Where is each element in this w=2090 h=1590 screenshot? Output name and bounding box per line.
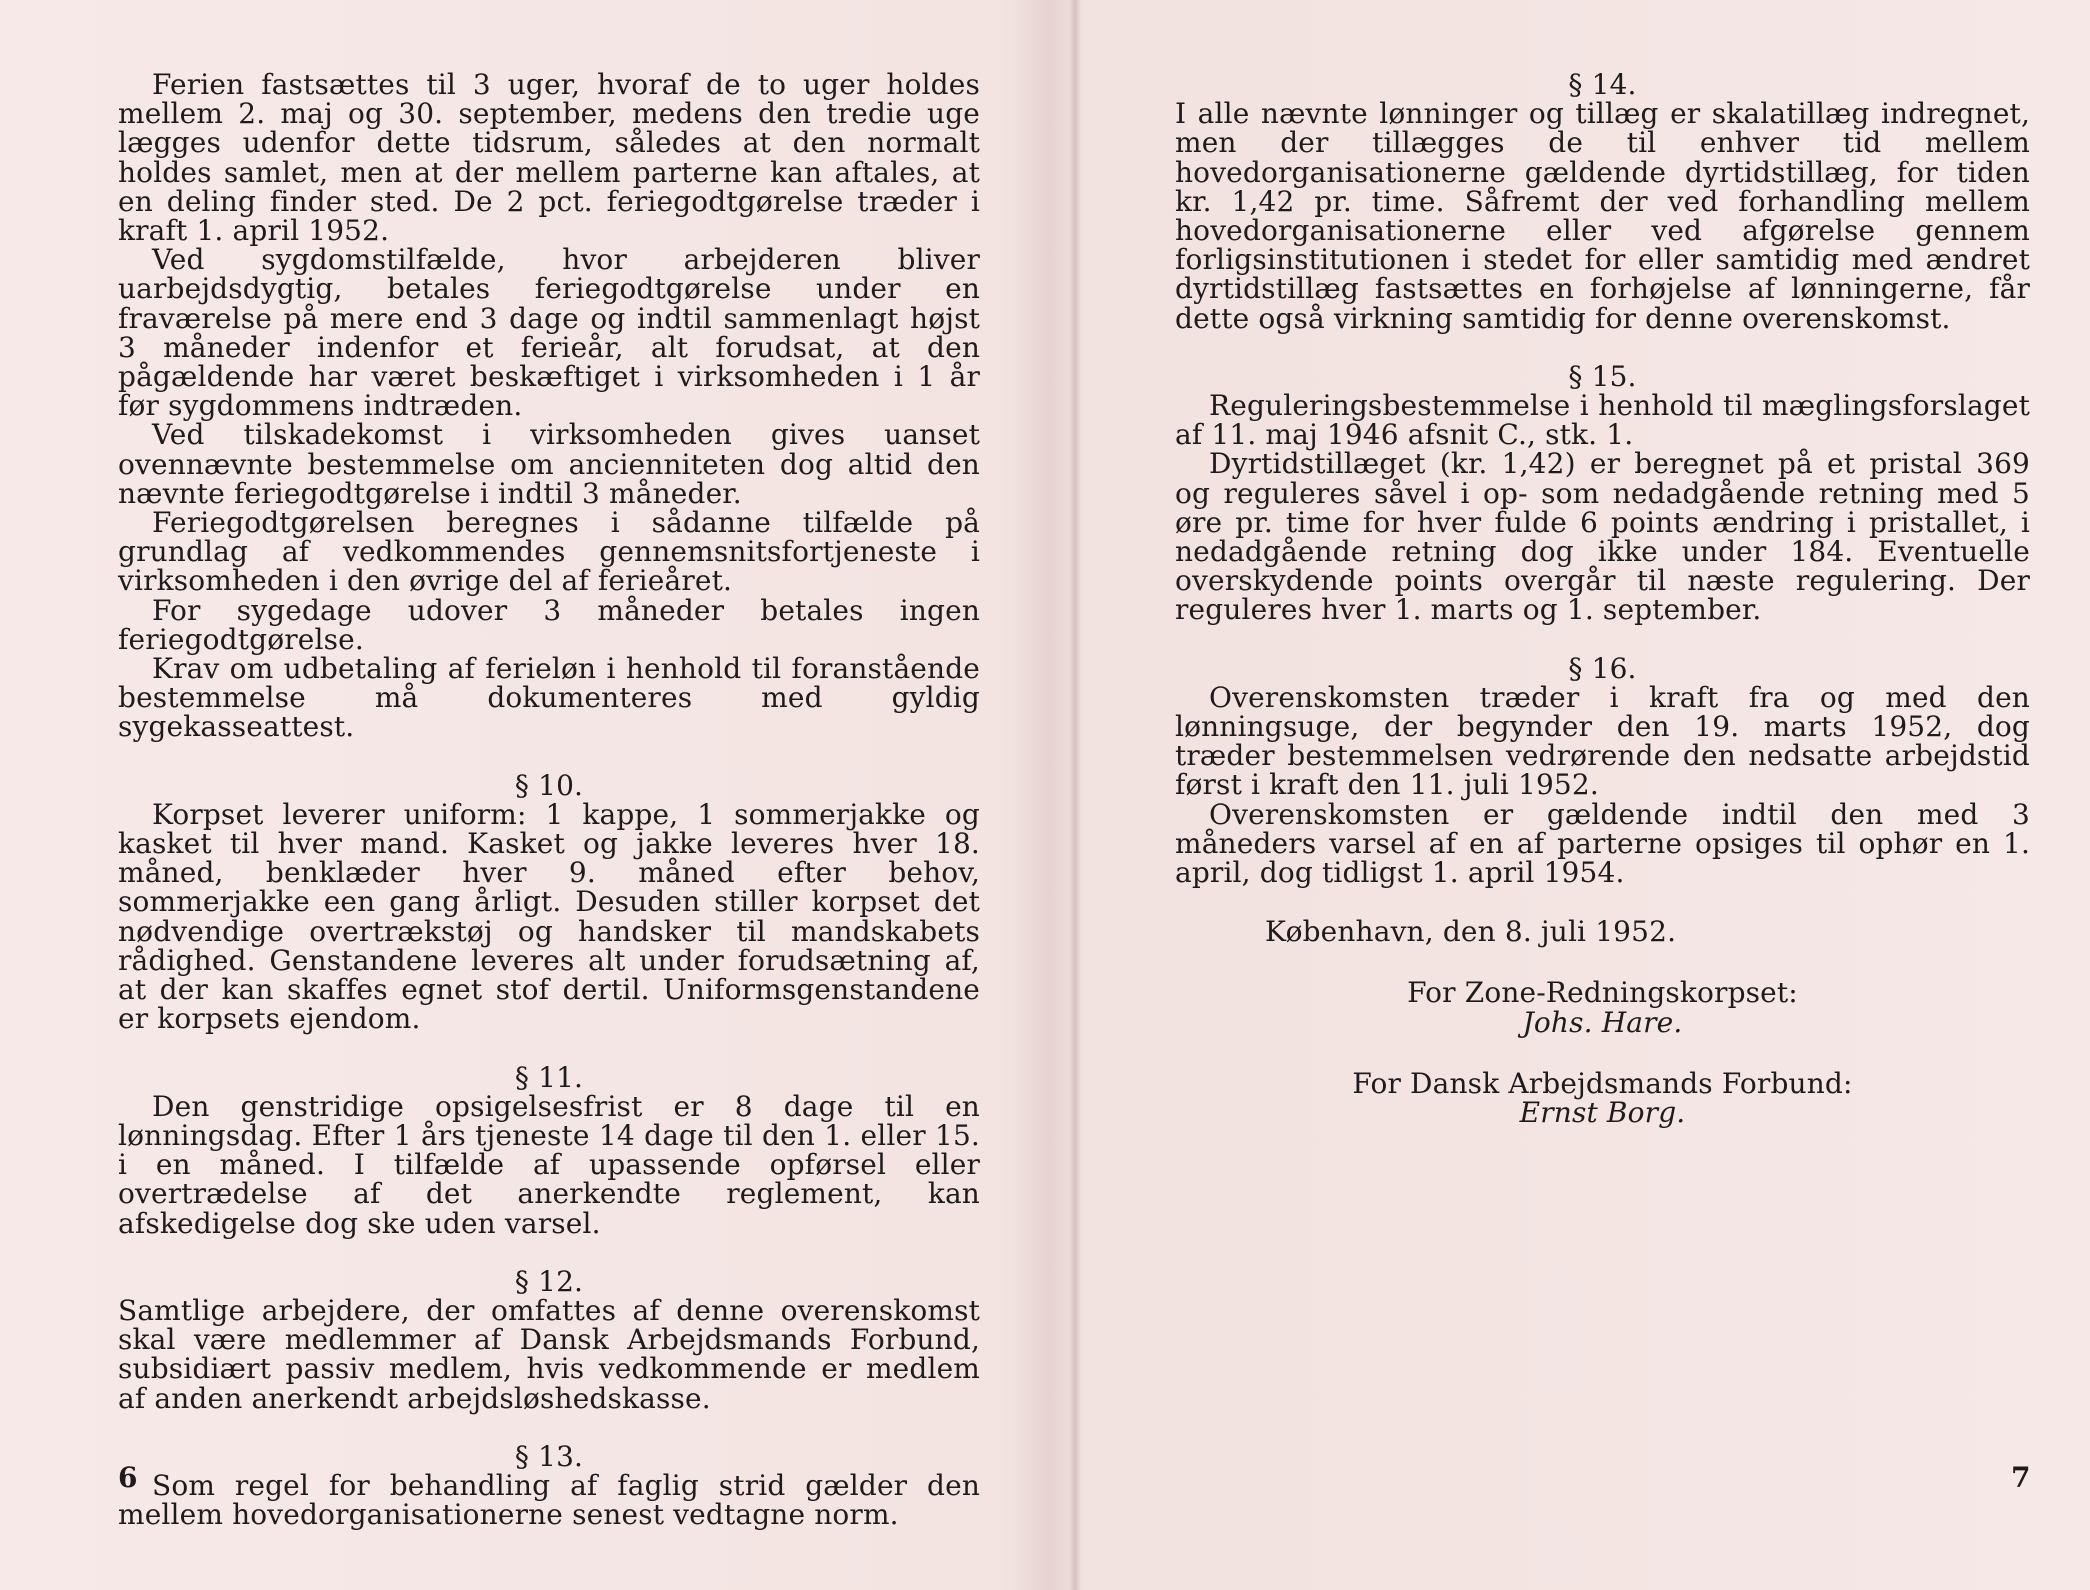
section-12-heading: § 12. xyxy=(514,1264,584,1298)
section-10-heading: § 10. xyxy=(514,768,584,802)
signature-zone-redningskorpset xyxy=(1175,976,2030,1039)
section-15-text-1: Reguleringsbestemmelse i henhold til mæglingsforslaget af 11. maj 1946 afsnit C., stk. 1. xyxy=(1175,389,2030,452)
signature-label: For Dansk Arbejdsmands Forbund: xyxy=(1352,1066,1853,1100)
paragraph-injury: Ved tilskadekomst i virksomheden gives uanset ovennævnte bestemmelse om ancienniteten dog altid den nævnte feriegodtgørelse i indtil 3 måneder. xyxy=(118,418,980,510)
page-number-left: 6 xyxy=(118,1461,138,1494)
section-11-text: Den genstridige opsigelsesfrist er 8 dage til en lønningsdag. Efter 1 års tjeneste 14 dage til den 1. eller 15. i en måned. I tilfælde af upassende opførsel eller overtrædelse af det anerkendte reglement, kan afskedigelse dog ske uden varsel. xyxy=(118,1089,980,1240)
signature-name: Ernst Borg. xyxy=(1519,1096,1686,1130)
signature-label: For Zone-Redningskorpset: xyxy=(1407,976,1798,1010)
section-14-text: I alle nævnte lønninger og tillæg er skalatillæg indregnet, men der tillægges de til enhver tid mellem hovedorganisationerne gældende dyrtidstillæg, for tiden kr. 1,42 pr. time. Såfremt der ved forhandling mellem hovedorganisationerne eller ved afgørelse gennem forligsinstitutionen i stedet for eller samtidig med ændret dyrtidstillæg fastsættes en forhøjelse af lønningerne, får dette også virkning samtidig for denne overenskomst. xyxy=(1175,97,2030,335)
place-date: København, den 8. juli 1952. xyxy=(1265,915,1677,949)
section-15-heading: § 15. xyxy=(1568,359,1637,393)
section-11-heading: § 11. xyxy=(514,1060,584,1094)
section-15-text-2: Dyrtidstillæget (kr. 1,42) er beregnet på et pristal 369 og reguleres såvel i op- som nedadgående retning med 5 øre pr. time for hver fulde 6 points ændring i pristallet, i nedadgående retning dog ikke under 184. Eventuelle overskydende points overgår til næste regulering. Der reguleres hver 1. marts og 1. september. xyxy=(1175,447,2030,627)
left-page xyxy=(118,68,980,1532)
paragraph-calculation: Feriegodtgørelsen beregnes i sådanne tilfælde på grundlag af vedkommendes gennemsnitsfortjeneste i virksomheden i den øvrige del af ferieåret. xyxy=(118,506,980,598)
right-page xyxy=(1175,68,2030,1130)
signature-name: Johs. Hare. xyxy=(1522,1005,1683,1039)
section-16-text-1: Overenskomsten træder i kraft fra og med den lønningsuge, der begynder den 19. marts 1952, dog træder bestemmelsen vedrørende den nedsatte arbejdstid først i kraft den 11. juli 1952. xyxy=(1175,680,2030,802)
section-16-heading: § 16. xyxy=(1568,651,1637,685)
section-13-text: Som regel for behandling af faglig strid gælder den mellem hovedorganisationerne senest vedtagne norm. xyxy=(118,1468,980,1532)
section-13-heading: § 13. xyxy=(514,1439,584,1473)
section-10-text: Korpset leverer uniform: 1 kappe, 1 sommerjakke og kasket til hver mand. Kasket og jakke leveres hver 18. måned, benklæder hver 9. måned efter behov, sommerjakke een gang årligt. Desuden stiller korpset det nødvendige overtrækstøj og handsker til mandskabets rådighed. Genstandene leveres alt under forudsætning af, at der kan skaffes egnet stof dertil. Uniformsgenstandene er korpsets ejendom. xyxy=(118,797,980,1036)
signature-dansk-arbejdsmands-forbund xyxy=(1175,1066,2030,1130)
paragraph-sick-days: For sygedage udover 3 måneder betales ingen feriegodtgørelse. xyxy=(118,593,980,656)
paragraph-vacation: Ferien fastsættes til 3 uger, hvoraf de to uger holdes mellem 2. maj og 30. september, medens den tredie uge lægges udenfor dette tidsrum, således at den normalt holdes samlet, men at der mellem parterne kan aftales, at en deling finder sted. De 2 pct. feriegodtgørelse træder i kraft 1. april 1952. xyxy=(118,68,980,248)
page-fold xyxy=(1069,0,1081,1590)
paragraph-claim: Krav om udbetaling af ferieløn i henhold til foranstående bestemmelse må dokumenteres med gyldig sygekasseattest. xyxy=(118,652,980,744)
page-number-right: 7 xyxy=(2011,1461,2031,1494)
section-16-text-2: Overenskomsten er gældende indtil den med 3 måneders varsel af en af parterne opsiges til ophør en 1. april, dog tidligst 1. april 1954. xyxy=(1175,797,2030,890)
section-14-heading: § 14. xyxy=(1568,68,1637,101)
paragraph-sickness: Ved sygdomstilfælde, hvor arbejderen bliver uarbejdsdygtig, betales feriegodtgørelse under en fraværelse på mere end 3 dage og indtil sammenlagt højst 3 måneder indenfor et ferieår, alt forudsat, at den pågældende har været beskæftiget i virksomheden i 1 år før sygdommens indtræden. xyxy=(118,243,980,423)
section-12-text: Samtlige arbejdere, der omfattes af denne overenskomst skal være medlemmer af Dansk Arbejdsmands Forbund, subsidiært passiv medlem, hvis vedkommende er medlem af anden anerkendt arbejdsløshedskasse. xyxy=(118,1293,980,1415)
